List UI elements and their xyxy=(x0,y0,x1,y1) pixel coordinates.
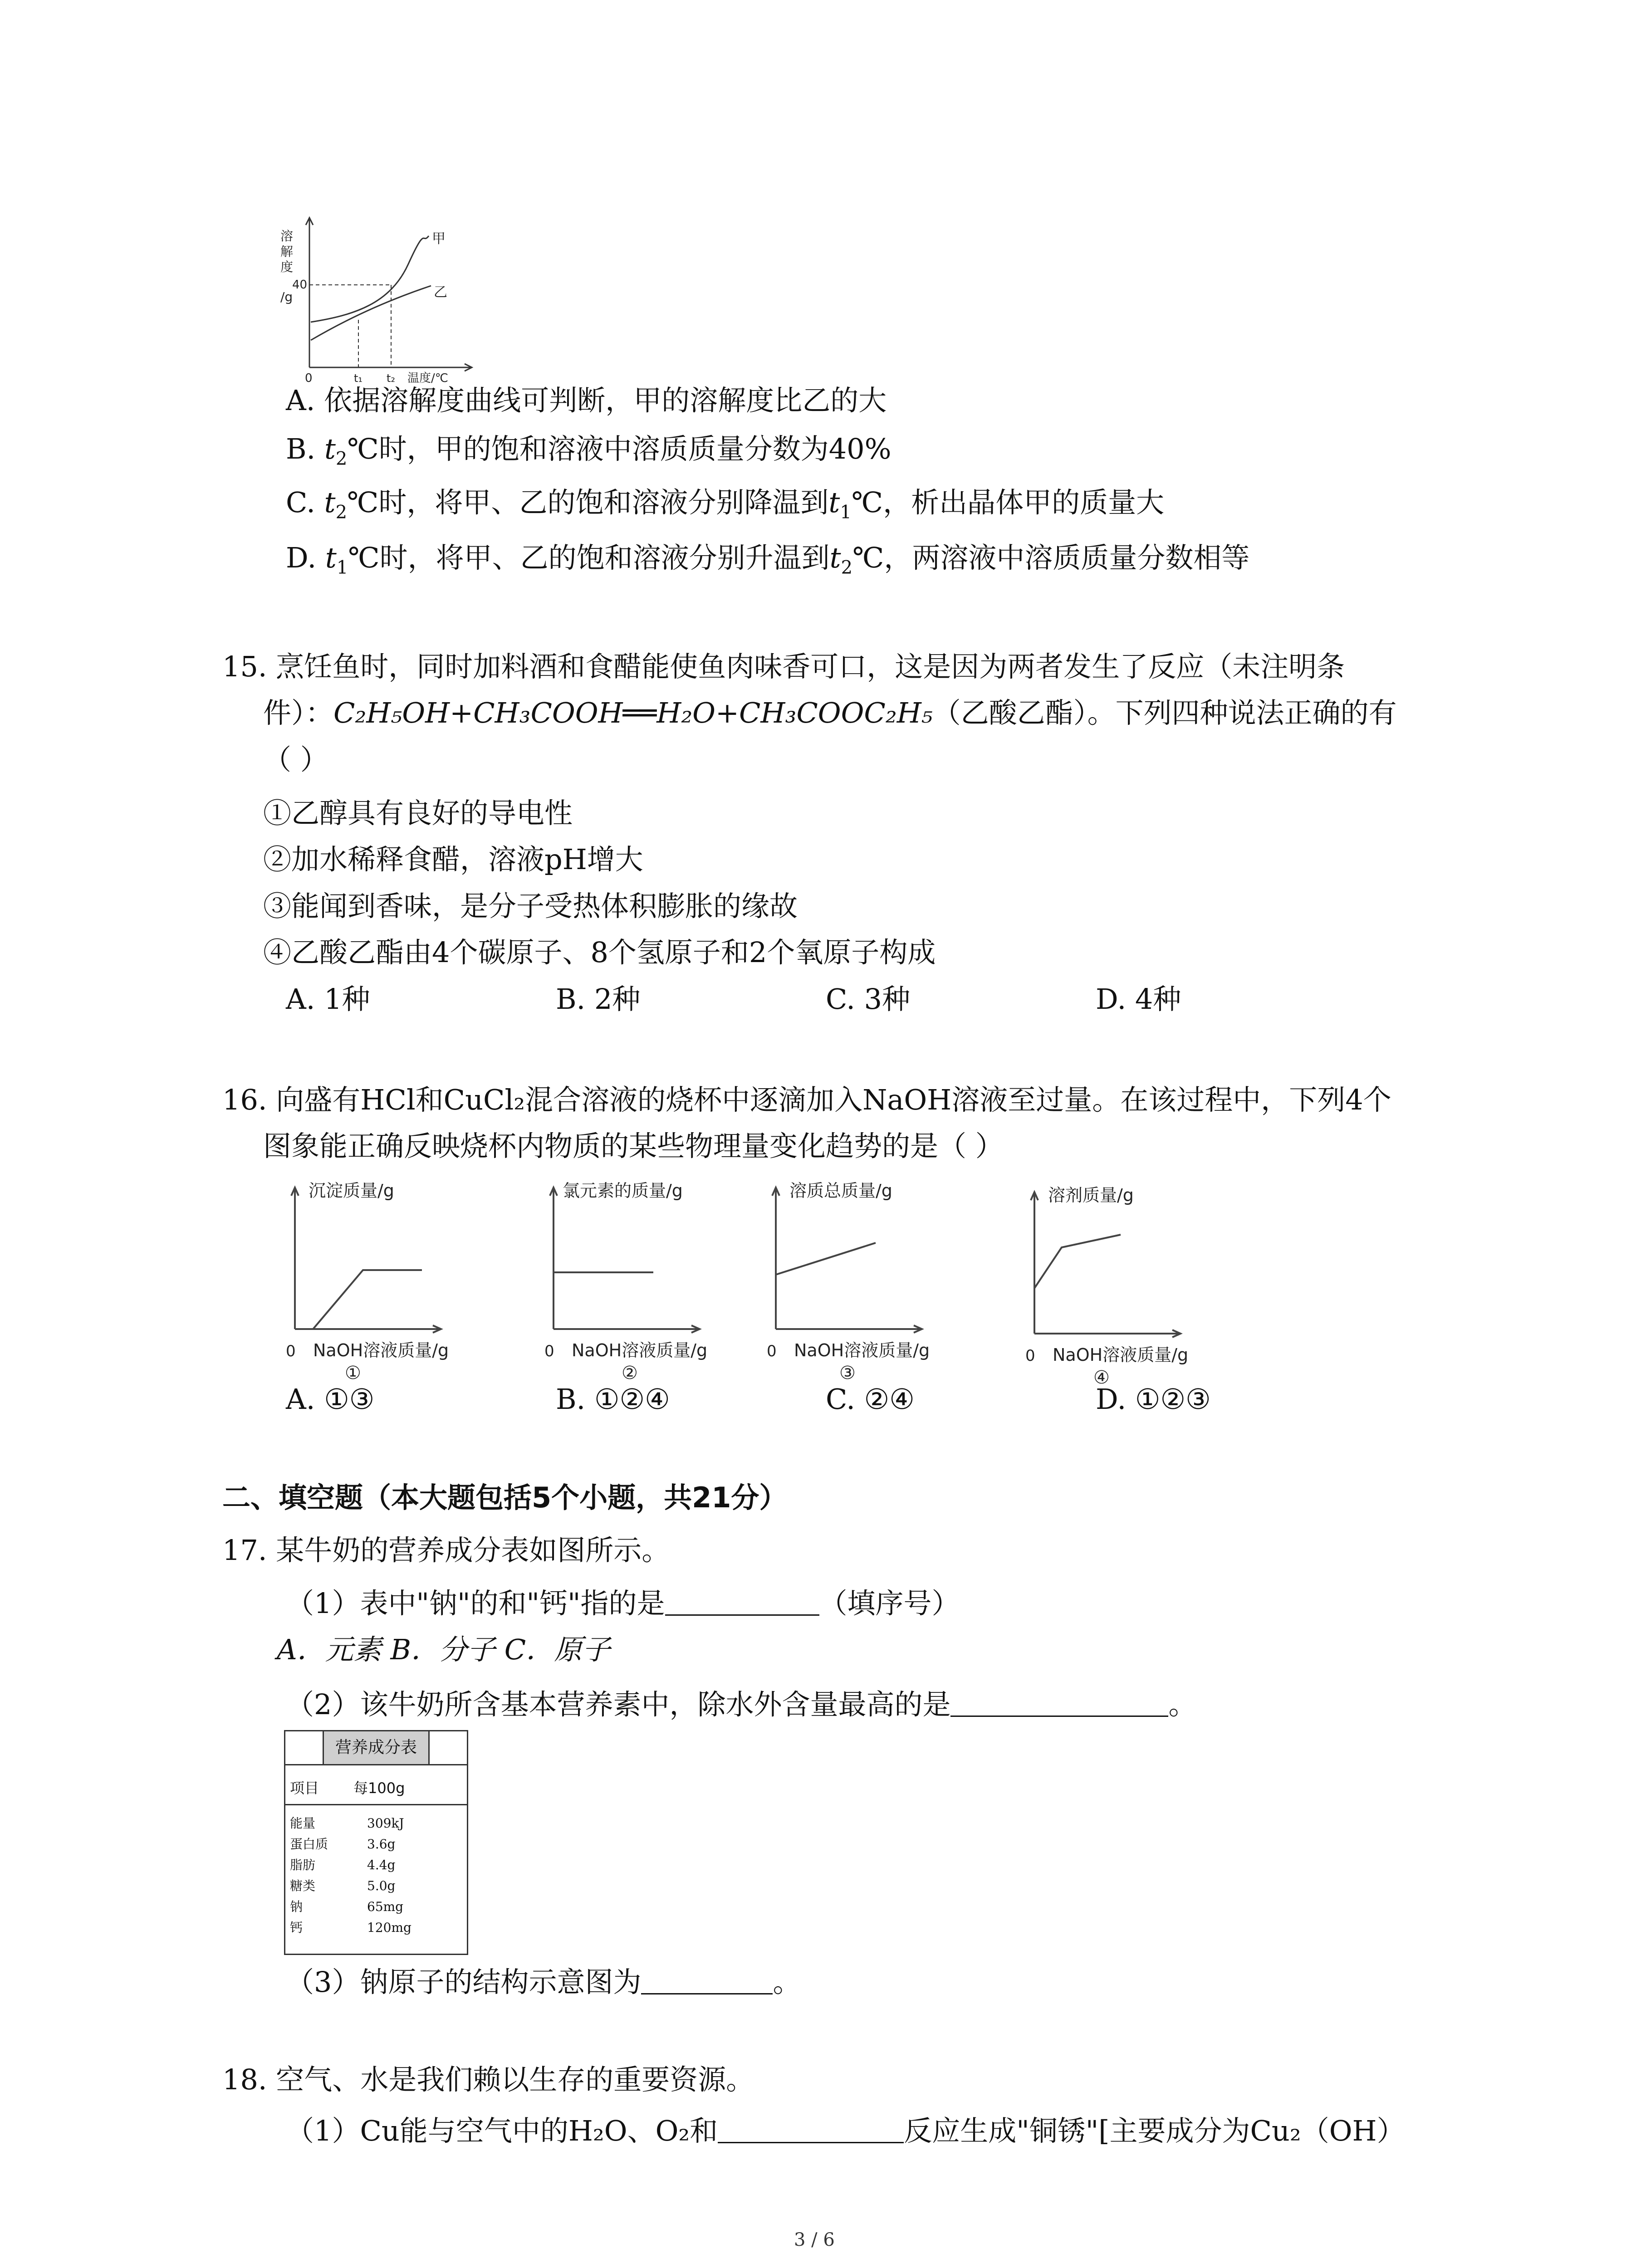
q14-option-b: B. $t_2℃$时，甲的饱和溶液中溶质质量分数为40% xyxy=(286,432,892,469)
table-header: 营养成分表 xyxy=(324,1731,430,1765)
q15-statement-3: ③能闻到香味，是分子受热体积膨胀的缘故 xyxy=(263,890,798,923)
svg-text:溶剂质量/g: 溶剂质量/g xyxy=(1048,1185,1134,1205)
x-tick-t2: t₂ xyxy=(387,372,396,385)
q18-part1: （1）Cu能与空气中的H₂O、O₂和 反应生成"铜锈"[主要成分为Cu₂（OH） xyxy=(286,2114,1405,2147)
q17-part2: （2）该牛奶所含基本营养素中，除水外含量最高的是 。 xyxy=(286,1688,1197,1721)
q17-part1-options: A．元素 B．分子 C．原子 xyxy=(277,1633,611,1666)
q16-option-a: A. ①③ xyxy=(286,1383,375,1416)
q15-stem-line2: 件）：C₂H₅OH+CH₃COOH══H₂O+CH₃COOC₂H₅（乙酸乙酯）。下列四种说法正确的有 xyxy=(263,696,1397,729)
q16-stem-line1: 16. 向盛有HCl和CuCl₂混合溶液的烧杯中逐滴加入NaOH溶液至过量。在该过程中，下列4个 xyxy=(222,1083,1391,1116)
svg-text:④: ④ xyxy=(1093,1367,1110,1388)
solubility-graph xyxy=(272,213,481,386)
x-axis-label: 温度/℃ xyxy=(407,371,448,385)
q18-title: 18. 空气、水是我们赖以生存的重要资源。 xyxy=(222,2063,754,2096)
graph-total-solute-mass xyxy=(753,1179,989,1383)
curve-yi xyxy=(311,286,431,340)
q15-answer-paren: （ ） xyxy=(263,743,328,776)
svg-text:①: ① xyxy=(345,1363,361,1383)
nutrition-table xyxy=(284,1730,468,1955)
q14-option-c: C. $t_2℃$时，将甲、乙的饱和溶液分别降温到$t_1℃$，析出晶体甲的质量大 xyxy=(286,486,1165,523)
svg-text:0: 0 xyxy=(286,1342,296,1360)
svg-text:溶质总质量/g: 溶质总质量/g xyxy=(789,1181,892,1201)
table-col-per100g: 每100g xyxy=(353,1779,405,1797)
page-number: 3 / 6 xyxy=(794,2229,835,2250)
q15-statement-2: ②加水稀释食醋，溶液pH增大 xyxy=(263,843,643,876)
q14-option-a: A. 依据溶解度曲线可判断，甲的溶解度比乙的大 xyxy=(286,384,887,417)
y-label-2: 解 xyxy=(280,244,294,259)
svg-text:NaOH溶液质量/g: NaOH溶液质量/g xyxy=(572,1340,708,1360)
answer-blank-1[interactable] xyxy=(665,1589,819,1616)
q15-option-d: D. 4种 xyxy=(1096,982,1181,1016)
svg-text:0: 0 xyxy=(1025,1347,1035,1365)
y-label-1: 溶 xyxy=(280,229,294,244)
x-tick-t1: t₁ xyxy=(354,372,363,385)
q15-option-a: A. 1种 xyxy=(286,982,370,1016)
svg-text:③: ③ xyxy=(839,1363,856,1383)
y-label-4: /g xyxy=(280,289,293,304)
section-heading: 二、填空题（本大题包括5个小题，共21分） xyxy=(222,1481,788,1514)
curve-yi-label: 乙 xyxy=(434,284,447,300)
table-values: 309kJ 3.6g 4.4g 5.0g 65mg 120mg xyxy=(367,1816,411,1935)
answer-blank-3[interactable] xyxy=(641,1968,773,1994)
q15-statement-4: ④乙酸乙酯由4个碳原子、8个氢原子和2个氧原子构成 xyxy=(263,936,936,969)
q14-option-d: D. $t_1℃$时，将甲、乙的饱和溶液分别升温到$t_2℃$，两溶液中溶质质量分数相等 xyxy=(286,541,1250,578)
q15-option-c: C. 3种 xyxy=(826,982,911,1016)
svg-text:氯元素的质量/g: 氯元素的质量/g xyxy=(563,1181,683,1201)
q16-option-c: C. ②④ xyxy=(826,1383,915,1416)
svg-text:NaOH溶液质量/g: NaOH溶液质量/g xyxy=(313,1340,449,1360)
graph-precipitate-mass xyxy=(272,1179,508,1383)
q15-option-b: B. 2种 xyxy=(556,982,641,1016)
y-label-3: 度 xyxy=(280,259,294,274)
q15-equation: C₂H₅OH+CH₃COOH══H₂O+CH₃COOC₂H₅ xyxy=(333,696,933,729)
table-col-item: 项目 xyxy=(290,1779,319,1797)
q16-stem-line2: 图象能正确反映烧杯内物质的某些物理量变化趋势的是（ ） xyxy=(263,1129,1004,1163)
answer-blank-4[interactable] xyxy=(718,2116,904,2143)
q15-statement-1: ①乙醇具有良好的导电性 xyxy=(263,797,573,830)
y-tick-40: 40 xyxy=(292,278,308,292)
svg-text:沉淀质量/g: 沉淀质量/g xyxy=(309,1181,394,1201)
graph-chlorine-mass xyxy=(531,1179,767,1383)
q17-part1: （1）表中"钠"的和"钙"指的是 （填序号） xyxy=(286,1587,960,1620)
answer-blank-2[interactable] xyxy=(950,1690,1168,1717)
svg-text:NaOH溶液质量/g: NaOH溶液质量/g xyxy=(794,1340,930,1360)
q16-option-b: B. ①②④ xyxy=(556,1383,670,1416)
svg-text:NaOH溶液质量/g: NaOH溶液质量/g xyxy=(1053,1345,1189,1365)
q15-stem-line1: 15. 烹饪鱼时，同时加料酒和食醋能使鱼肉味香可口，这是因为两者发生了反应（未注明条 xyxy=(222,650,1345,683)
curve-jia-label: 甲 xyxy=(432,231,446,247)
svg-text:②: ② xyxy=(622,1363,638,1383)
q17-part3: （3）钠原子的结构示意图为 。 xyxy=(286,1965,801,1999)
q17-title: 17. 某牛奶的营养成分表如图所示。 xyxy=(222,1534,670,1567)
graph-solvent-mass xyxy=(1012,1184,1248,1388)
svg-text:0: 0 xyxy=(767,1342,777,1360)
table-row: 能量 蛋白质 脂肪 糖类 钠 钙 xyxy=(290,1816,328,1935)
q16-option-d: D. ①②③ xyxy=(1096,1383,1211,1416)
origin-label: 0 xyxy=(305,371,313,385)
svg-text:0: 0 xyxy=(544,1342,554,1360)
